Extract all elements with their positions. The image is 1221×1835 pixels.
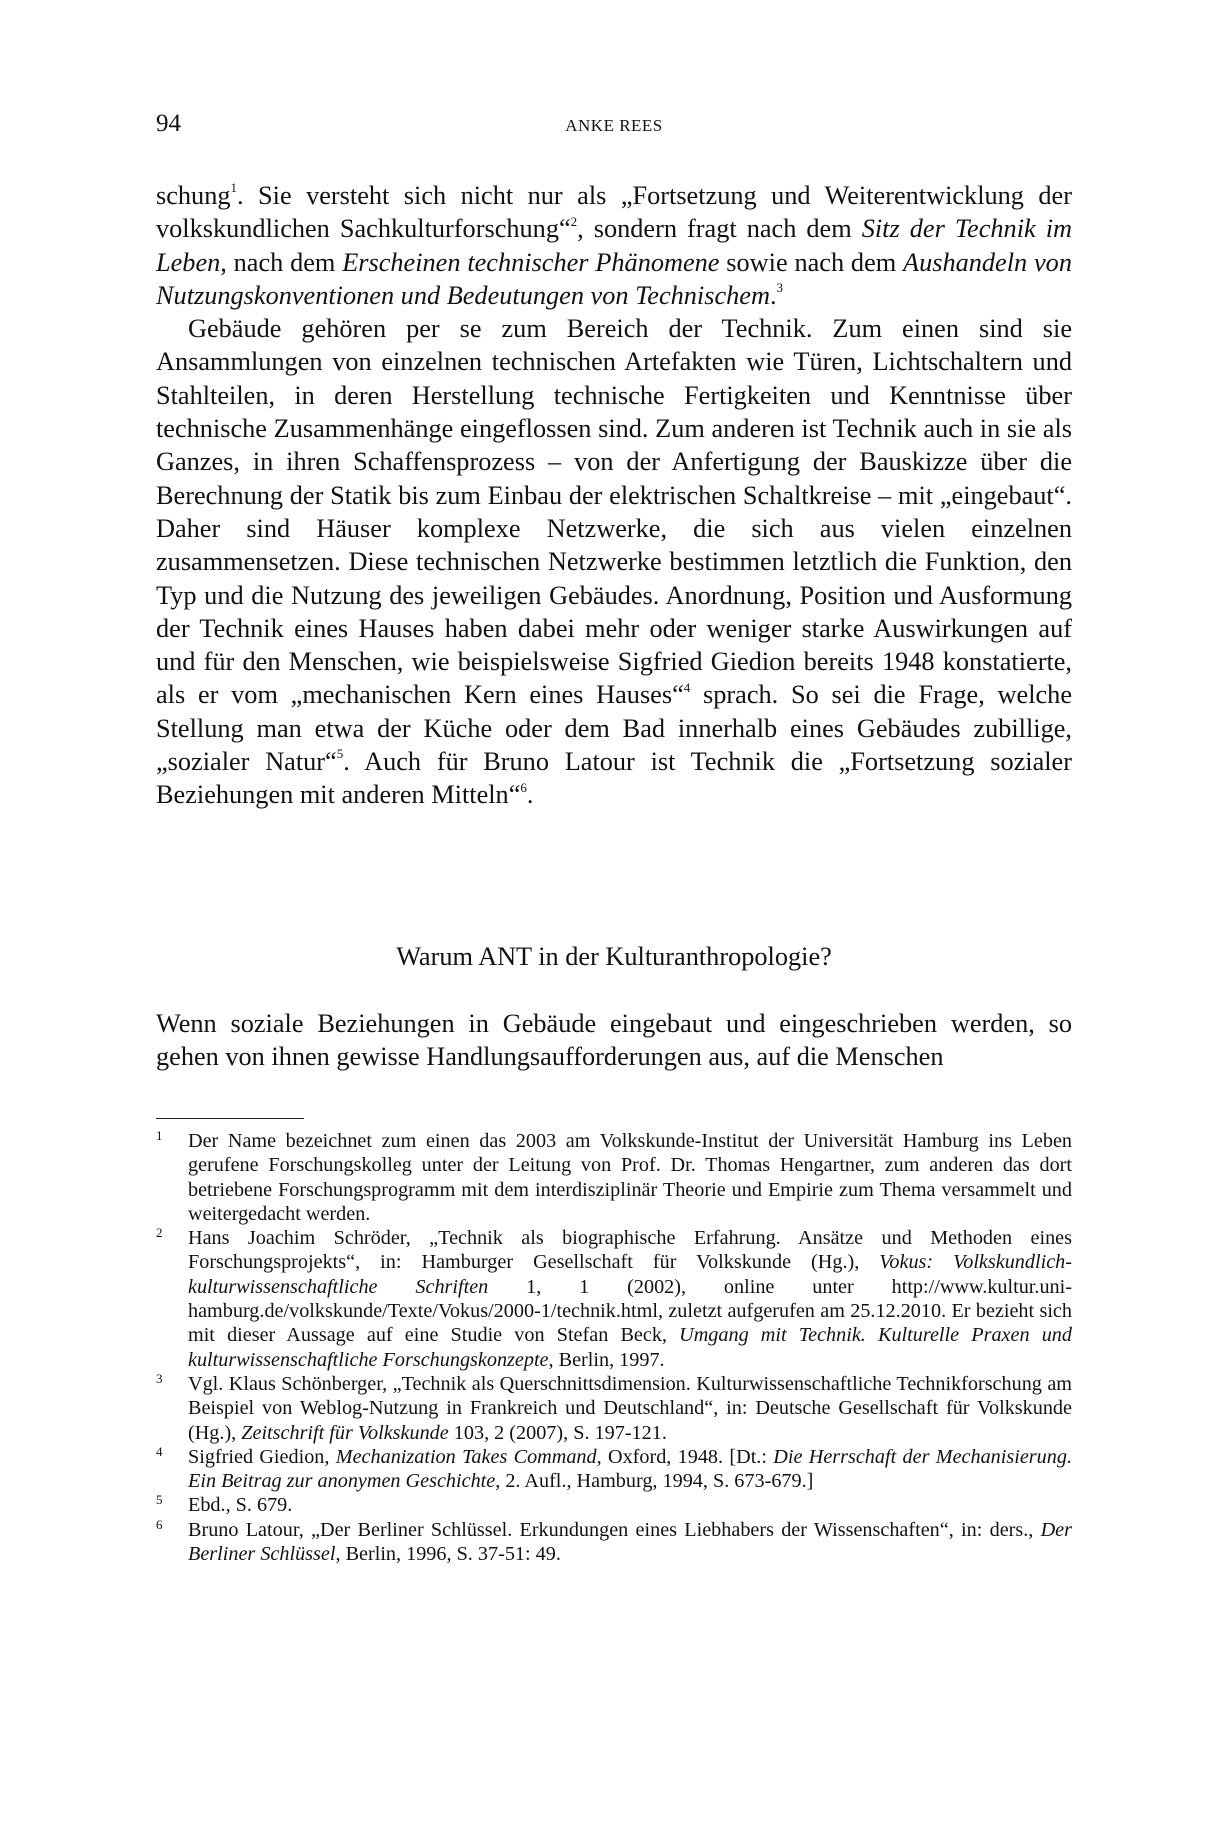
footnote-ref-3: 3: [776, 280, 784, 296]
body-text-continued: [156, 1007, 1072, 1074]
footnote-6: [156, 1518, 1072, 1567]
text-run: schung: [156, 181, 231, 210]
text-run: sowie nach dem: [719, 247, 904, 277]
footnote-ref-4: 4: [683, 679, 691, 695]
footnotes: [156, 1129, 1072, 1566]
footnote-marker: 5: [156, 1492, 163, 1508]
italic-run: Aushandeln von Nutzungskonventionen und Bedeutungen von Technischem: [156, 247, 1072, 310]
italic-run: Erscheinen technischer Phänomene: [342, 247, 720, 277]
text-run: , Oxford, 1948. [Dt.:: [596, 1445, 774, 1468]
page-number: 94: [156, 110, 181, 137]
text-run: .: [526, 780, 534, 810]
text-run: Der Name bezeichnet zum einen das 2003 am Volkskunde-Institut der Universität Hamburg ins Leben gerufene Forschungskolleg unter der Leitung von Prof. Dr. Thomas Hengartner, zum anderen das dort betriebene Forschungsprogramm mit dem interdisziplinär Theorie und Empirie zum Thema versammelt und weitergedacht werden.: [188, 1130, 1072, 1225]
footnote-ref-1: 1: [230, 180, 237, 196]
footnote-marker: 3: [156, 1370, 163, 1386]
text-run: . Auch für Bruno Latour ist Technik die „Fortsetzung sozialer Beziehungen mit anderen Mitteln“: [156, 747, 1072, 810]
footnote-marker: 6: [156, 1516, 163, 1532]
text-run: sprach. So sei die Frage, welche Stellung man etwa der Küche oder dem Bad innerhalb eines Gebäudes zubillige, „sozialer Natur“: [156, 680, 1072, 777]
page-header: [156, 110, 1072, 146]
footnote-ref-2: 2: [570, 213, 578, 229]
footnote-2: [156, 1226, 1072, 1372]
paragraph-2: [156, 312, 1072, 811]
footnote-4: [156, 1445, 1072, 1494]
footnote-marker: 1: [156, 1128, 163, 1143]
footnote-separator: [156, 1118, 304, 1119]
italic-run: Der Berliner Schlüssel: [188, 1518, 1072, 1566]
text-run: 1, 1 (2002), online unter http://www.kultur.uni-hamburg.de/volkskunde/Texte/Vokus/2000-1/technik.html, zuletzt aufgerufen am 25.12.2010. Er bezieht sich mit dieser Aussage auf eine Studie von Stefan Beck,: [188, 1275, 1072, 1347]
text-run: 103, 2 (2007), S. 197-121.: [448, 1421, 667, 1444]
italic-run: Mechanization Takes Command: [335, 1445, 597, 1468]
text-run: , Berlin, 1997.: [548, 1348, 665, 1371]
footnote-3: [156, 1372, 1072, 1445]
text-run: Ebd., S. 679.: [188, 1494, 293, 1517]
text-run: .: [769, 280, 777, 310]
paragraph-1: [156, 179, 1072, 312]
text-run: . Sie versteht sich nicht nur als „Fortsetzung und Weiterentwicklung der volkskundlichen Sachkulturforschung“: [156, 181, 1072, 244]
footnote-marker: 2: [156, 1225, 163, 1241]
italic-run: Die Herrschaft der Mechanisierung. Ein Beitrag zur anonymen Geschichte: [188, 1445, 1072, 1493]
text-run: Sigfried Giedion,: [188, 1445, 336, 1468]
paragraph-3: Wenn soziale Beziehungen in Gebäude eingebaut und eingeschrieben werden, so gehen von ihnen gewisse Handlungsaufforderungen aus, auf die Menschen: [156, 1009, 1072, 1072]
text-run: Bruno Latour, „Der Berliner Schlüssel. Erkundungen eines Liebhabers der Wissenschaften“, in: ders.,: [188, 1518, 1041, 1541]
text-run: , sondern fragt nach dem: [577, 214, 862, 244]
text-run: , 2. Aufl., Hamburg, 1994, S. 673-679.]: [495, 1470, 814, 1493]
footnote-ref-5: 5: [336, 746, 344, 762]
running-head: ANKE REES: [565, 116, 663, 135]
italic-run: Sitz der Technik im Leben: [156, 214, 1073, 277]
italic-run: Zeitschrift für Volkskunde: [241, 1421, 449, 1444]
footnote-1: [156, 1129, 1072, 1226]
text-run: Vgl. Klaus Schönberger, „Technik als Querschnittsdimension. Kulturwissenschaftliche Technikforschung am Beispiel von Weblog-Nutzung in Frankreich und Deutschland“, in: Deutsche Gesellschaft für Volkskunde (Hg.),: [188, 1372, 1072, 1444]
italic-run: Umgang mit Technik. Kulturelle Praxen und kulturwissenschaftliche Forschungskonzepte: [188, 1324, 1072, 1371]
text-run: Gebäude gehören per se zum Bereich der Technik. Zum einen sind sie Ansammlungen von einzelnen technischen Artefakten wie Türen, Lichtschaltern und Stahlteilen, in deren Herstellung technische Fertigkeiten und Kenntnisse über technische Zusammenhänge eingeflossen sind. Zum anderen ist Technik auch in sie als Ganzes, in ihren Schaffensprozess – von der Anfertigung der Bauskizze über die Berechnung der Statik bis zum Einbau der elektrischen Schaltkreise – mit „eingebaut“. Daher sind Häuser komplexe Netzwerke, die sich aus vielen einzelnen zusammensetzen. Diese technischen Netzwerke bestimmen letztlich die Funktion, den Typ und die Nutzung des jeweiligen Gebäudes. Anordnung, Position und Ausformung der Technik eines Hauses haben dabei mehr oder weniger starke Auswirkungen auf und für den Menschen, wie beispielsweise Sigfried Giedion bereits 1948 konstatierte, als er vom „mechanischen Kern eines Hauses“: [156, 314, 1072, 710]
footnote-marker: 4: [156, 1443, 163, 1459]
text-run: , nach dem: [220, 247, 343, 277]
footnote-ref-6: 6: [520, 779, 527, 795]
footnote-5: [156, 1493, 1072, 1517]
text-run: , Berlin, 1996, S. 37-51: 49.: [335, 1543, 561, 1566]
body-text: [156, 179, 1072, 812]
italic-run: Vokus: Volkskundlich-kulturwissenschaftliche Schriften: [188, 1251, 1072, 1298]
section-heading: Warum ANT in der Kulturanthropologie?: [396, 942, 832, 971]
text-run: Hans Joachim Schröder, „Technik als biographische Erfahrung. Ansätze und Methoden eines Forschungsprojekts“, in: Hamburger Gesellschaft für Volkskunde (Hg.),: [188, 1227, 1072, 1274]
